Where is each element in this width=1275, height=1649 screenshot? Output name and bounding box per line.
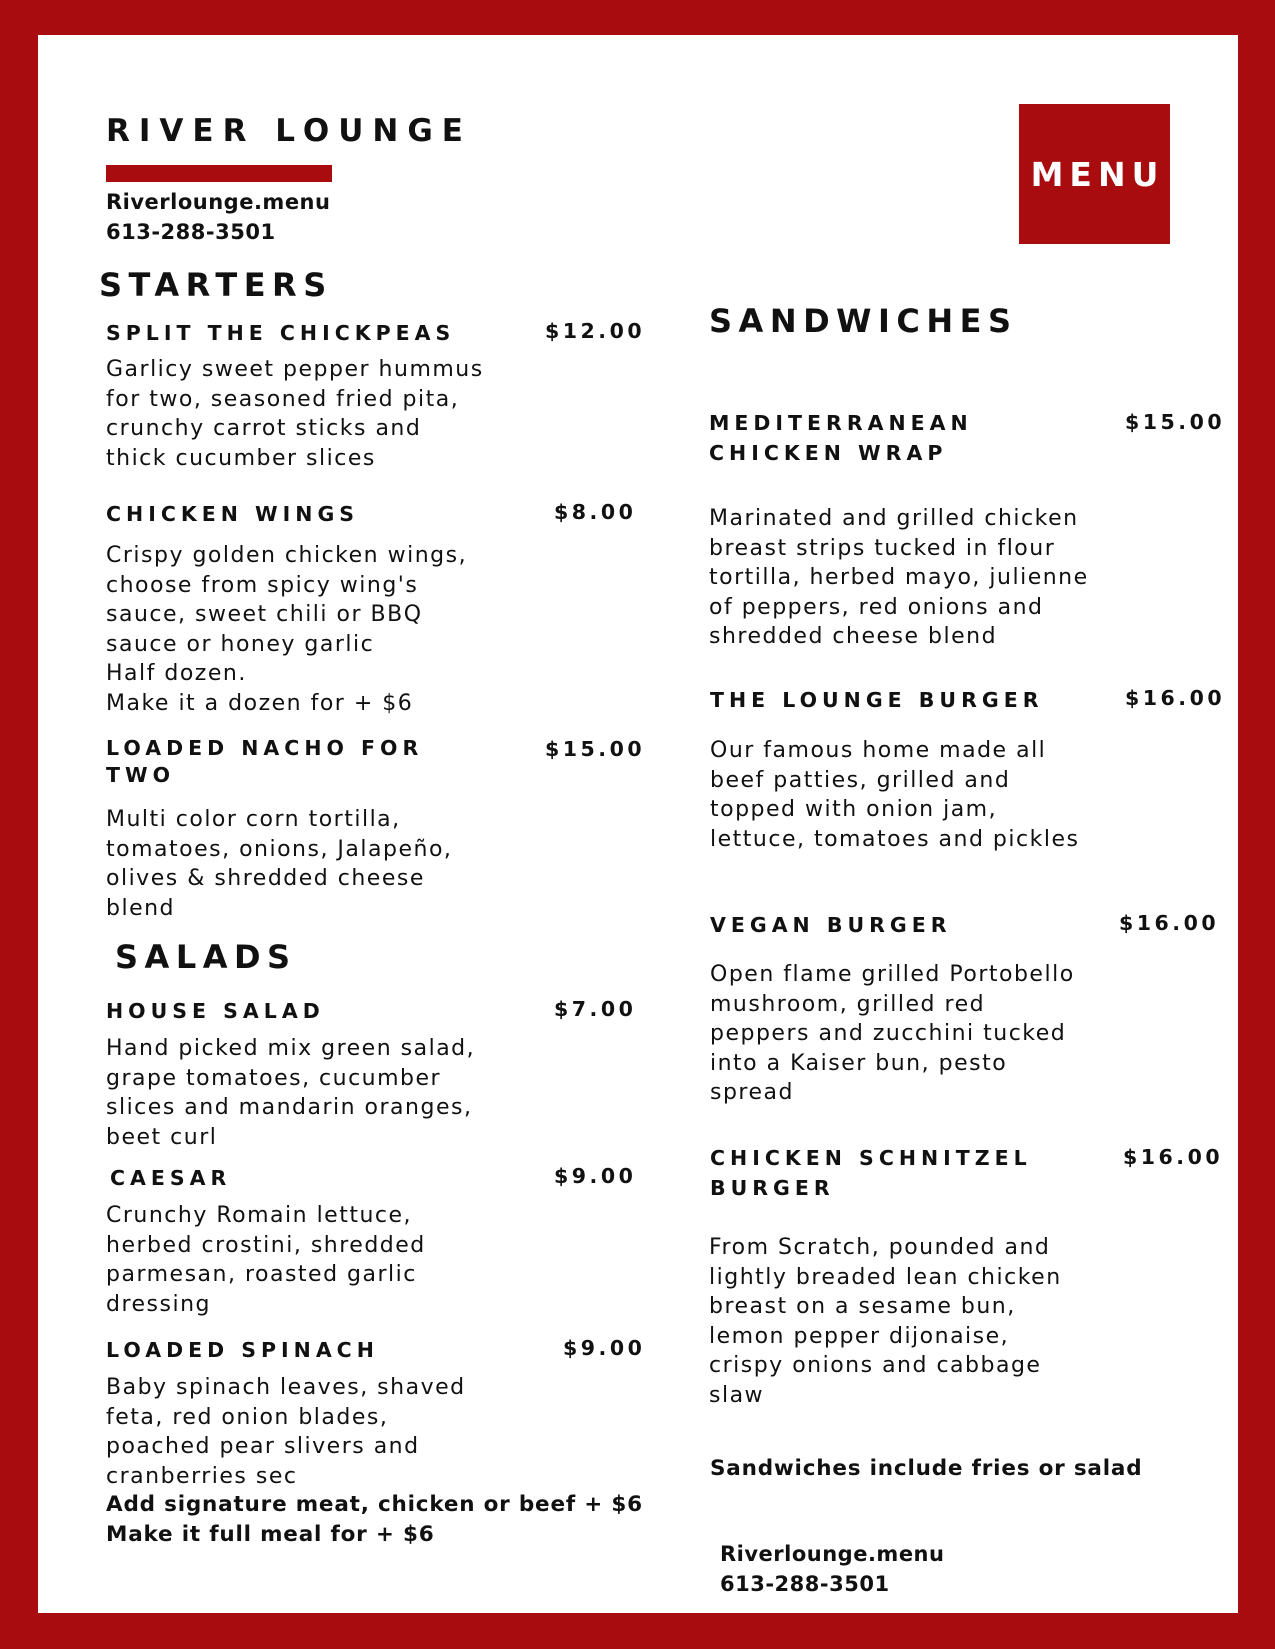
- menu-badge: [1019, 104, 1170, 244]
- restaurant-name: RIVER LOUNGE: [106, 113, 472, 149]
- menu-sheet: [38, 35, 1238, 1613]
- footer-contact: [720, 1539, 944, 1599]
- footer-website: Riverlounge.menu: [720, 1542, 945, 1566]
- item-price-the-lounge-burger: $16.00: [1125, 686, 1226, 710]
- item-price-vegan-burger: $16.00: [1119, 911, 1220, 935]
- header-phone: 613-288-3501: [106, 220, 276, 244]
- item-desc-mediterranean-chicken-wrap: Marinated and grilled chicken breast strips tucked in flour tortilla, herbed mayo, julienne of peppers, red onions and shredded cheese blend: [709, 506, 1089, 650]
- salads-addon-note: Add signature meat, chicken or beef + $6 Make it full meal for + $6: [106, 1492, 643, 1547]
- item-price-split-the-chickpeas: $12.00: [545, 319, 646, 343]
- item-name-chicken-wings: CHICKEN WINGS: [106, 502, 360, 526]
- item-name-house-salad: HOUSE SALAD: [106, 999, 325, 1023]
- item-name-the-lounge-burger: THE LOUNGE BURGER: [710, 688, 1044, 712]
- menu-badge-label: MENU: [1030, 154, 1165, 194]
- item-desc-chicken-wings: Crispy golden chicken wings, choose from spicy wing's sauce, sweet chili or BBQ sauce or honey garlic Half dozen. Make it a dozen for + $6: [106, 543, 468, 716]
- item-desc-split-the-chickpeas: Garlicy sweet pepper hummus for two, seasoned fried pita, crunchy carrot sticks and thick cucumber slices: [106, 357, 484, 471]
- item-name-split-the-chickpeas: SPLIT THE CHICKPEAS: [106, 321, 456, 345]
- header-contact: [106, 187, 330, 247]
- item-desc-house-salad: Hand picked mix green salad, grape tomatoes, cucumber slices and mandarin oranges, beet curl: [106, 1036, 476, 1150]
- item-price-chicken-wings: $8.00: [554, 500, 637, 524]
- item-desc-vegan-burger: Open flame grilled Portobello mushroom, grilled red peppers and zucchini tucked into a Kaiser bun, pesto spread: [710, 962, 1075, 1106]
- item-name-chicken-schnitzel-burger: CHICKEN SCHNITZEL BURGER: [710, 1146, 1032, 1200]
- item-price-loaded-spinach: $9.00: [563, 1336, 646, 1360]
- item-price-house-salad: $7.00: [554, 997, 637, 1021]
- item-desc-loaded-nacho: Multi color corn tortilla, tomatoes, onions, Jalapeño, olives & shredded cheese blend: [106, 807, 453, 921]
- title-underline-bar: [106, 165, 332, 182]
- footer-phone: 613-288-3501: [720, 1572, 890, 1596]
- section-title-sandwiches: SANDWICHES: [709, 302, 1018, 340]
- item-price-loaded-nacho: $15.00: [545, 737, 646, 761]
- item-desc-the-lounge-burger: Our famous home made all beef patties, grilled and topped with onion jam, lettuce, tomatoes and pickles: [710, 738, 1080, 852]
- item-name-mediterranean-chicken-wrap: MEDITERRANEAN CHICKEN WRAP: [709, 411, 973, 465]
- section-title-starters: STARTERS: [99, 266, 333, 304]
- item-price-caesar: $9.00: [554, 1164, 637, 1188]
- sandwiches-note: Sandwiches include fries or salad: [710, 1456, 1143, 1481]
- item-desc-chicken-schnitzel-burger: From Scratch, pounded and lightly breaded lean chicken breast on a sesame bun, lemon pepper dijonaise, crispy onions and cabbage slaw: [709, 1235, 1062, 1408]
- item-desc-loaded-spinach: Baby spinach leaves, shaved feta, red onion blades, poached pear slivers and cranberries sec: [106, 1375, 466, 1489]
- item-price-mediterranean-chicken-wrap: $15.00: [1125, 410, 1226, 434]
- item-name-loaded-spinach: LOADED SPINACH: [106, 1338, 379, 1362]
- item-name-vegan-burger: VEGAN BURGER: [710, 913, 952, 937]
- section-title-salads: SALADS: [115, 938, 297, 976]
- item-name-loaded-nacho: LOADED NACHO FOR TWO: [106, 736, 424, 787]
- item-name-caesar: CAESAR: [110, 1166, 232, 1190]
- item-desc-caesar: Crunchy Romain lettuce, herbed crostini, shredded parmesan, roasted garlic dressing: [106, 1203, 426, 1317]
- header-website: Riverlounge.menu: [106, 190, 331, 214]
- item-price-chicken-schnitzel-burger: $16.00: [1123, 1145, 1224, 1169]
